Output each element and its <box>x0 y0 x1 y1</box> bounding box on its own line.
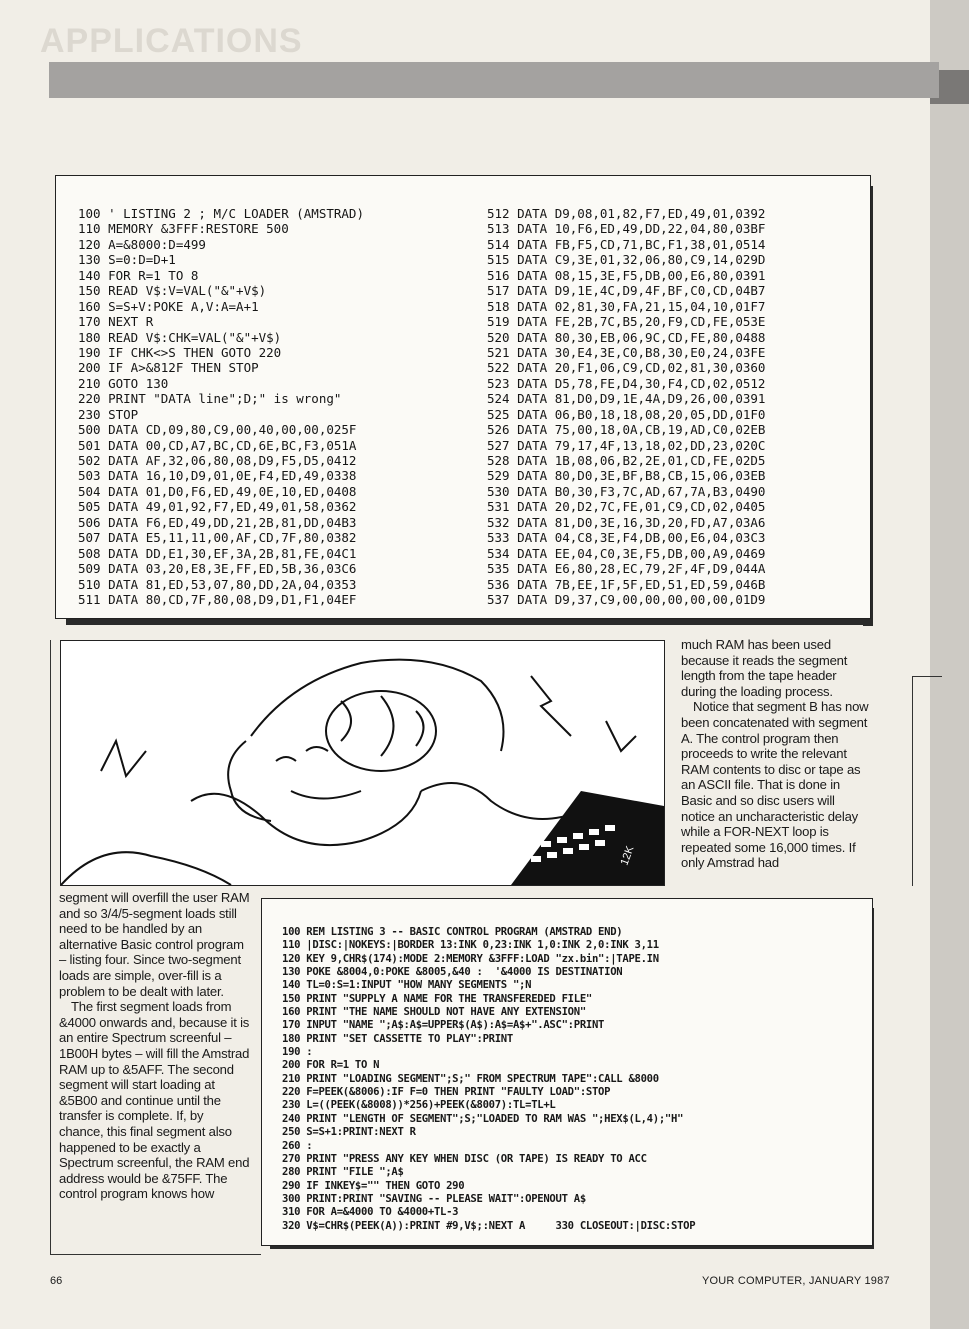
code-line: 537 DATA D9,37,C9,00,00,00,00,00,01D9 <box>487 591 766 607</box>
code-line: 513 DATA 10,F6,ED,49,DD,22,04,80,03BF <box>487 221 766 237</box>
code-line: 531 DATA 20,D2,7C,FE,01,C9,CD,02,0405 <box>487 499 766 515</box>
column-rule-vertical <box>912 676 913 886</box>
code-line: 526 DATA 75,00,18,0A,CB,19,AD,C0,02EB <box>487 422 766 438</box>
bottom-rule <box>50 1254 261 1255</box>
code-line: 503 DATA 16,10,D9,01,0E,F4,ED,49,0338 <box>78 468 357 484</box>
code-line: 517 DATA D9,1E,4C,D9,4F,BF,C0,CD,04B7 <box>487 283 766 299</box>
globe-lines <box>341 696 424 756</box>
code-line: 230 STOP <box>78 406 139 422</box>
listing3-code <box>282 926 695 1233</box>
keyboard-block <box>511 791 664 885</box>
code-line: 532 DATA 81,D0,3E,16,3D,20,FD,A7,03A6 <box>487 514 766 530</box>
code-line: 521 DATA 30,E4,3E,C0,B8,30,E0,24,03FE <box>487 344 766 360</box>
code-line: 506 DATA F6,ED,49,DD,21,2B,81,DD,04B3 <box>78 514 357 530</box>
code-line: 290 IF INKEY$="" THEN GOTO 290 <box>282 1179 465 1192</box>
left-paragraph: segment will overfill the user RAM and so 3/4/5-segment loads still need to be handled by an alternative Basic control program – listing four. Since two-segment loads are simple, over-fill is a problem to be dealt with later. <box>59 890 250 999</box>
code-line: 519 DATA FE,2B,7C,B5,20,F9,CD,FE,053E <box>487 314 766 330</box>
code-line: 140 TL=0:S=1:INPUT "HOW MANY SEGMENTS ";N <box>282 979 532 992</box>
code-line: 516 DATA 08,15,3E,F5,DB,00,E6,80,0391 <box>487 267 766 283</box>
code-line: 100 ' LISTING 2 ; M/C LOADER (AMSTRAD) <box>78 206 364 221</box>
figure-eyes <box>276 747 328 761</box>
code-line: 130 S=0:D=D+1 <box>78 252 176 268</box>
code-line: 533 DATA 04,C8,3E,F4,DB,00,E6,04,03C3 <box>487 530 766 546</box>
code-line: 210 GOTO 130 <box>78 375 169 391</box>
code-line: 180 READ V$:CHK=VAL("&"+V$) <box>78 329 282 345</box>
code-line: 210 PRINT "LOADING SEGMENT";S;" FROM SPECTRUM TAPE":CALL &8000 <box>282 1072 659 1085</box>
code-line: 180 PRINT "SET CASSETTE TO PLAY":PRINT <box>282 1032 513 1045</box>
code-line: 530 DATA B0,30,F3,7C,AD,67,7A,B3,0490 <box>487 483 766 499</box>
code-line: 170 INPUT "NAME ";A$:A$=UPPER$(A$):A$=A$+".ASC":PRINT <box>282 1019 605 1032</box>
code-line: 536 DATA 7B,EE,1F,5F,ED,51,ED,59,046B <box>487 576 766 592</box>
code-line: 310 FOR A=&4000 TO &4000+TL-3 <box>282 1206 459 1219</box>
right-paragraph: Notice that segment B has now been concatenated with segment A. The control program then proceeds to write the relevant RAM contents to disc or tape as an ASCII file. That is done in Basic and so disc users will notice an uncharacteristic delay while a FOR-NEXT loop is repeated some 16,000 times. If only Amstrad had <box>681 699 869 871</box>
right-paragraph: much RAM has been used because it reads the segment length from the tape header during the loading process. <box>681 637 848 699</box>
listing2-right-column <box>487 206 765 607</box>
code-line: 300 PRINT:PRINT "SAVING -- PLEASE WAIT":OPENOUT A$ <box>282 1192 586 1205</box>
code-line: 505 DATA 49,01,92,F7,ED,49,01,58,0362 <box>78 499 357 515</box>
footer-credit: YOUR COMPUTER, JANUARY 1987 <box>702 1275 890 1287</box>
code-line: 120 KEY 9,CHR$(174):MODE 2:MEMORY &3FFF:LOAD "zx.bin":|TAPE.IN <box>282 952 659 965</box>
code-line: 140 FOR R=1 TO 8 <box>78 267 199 283</box>
code-line: 120 A=&8000:D=499 <box>78 236 206 252</box>
spark-far-right <box>606 721 636 751</box>
code-line: 508 DATA DD,E1,30,EF,3A,2B,81,FE,04C1 <box>78 545 357 561</box>
code-line: 534 DATA EE,04,C0,3E,F5,DB,00,A9,0469 <box>487 545 766 561</box>
code-line: 250 S=S+1:PRINT:NEXT R <box>282 1126 416 1139</box>
code-line: 514 DATA FB,F5,CD,71,BC,F1,38,01,0514 <box>487 236 766 252</box>
code-line: 260 : <box>282 1139 313 1152</box>
code-line: 511 DATA 80,CD,7F,80,08,D9,D1,F1,04EF <box>78 591 357 607</box>
section-header: APPLICATIONS <box>40 22 303 60</box>
code-line: 501 DATA 00,CD,A7,BC,CD,6E,BC,F3,051A <box>78 437 357 453</box>
code-line: 509 DATA 03,20,E8,3E,FF,ED,5B,36,03C6 <box>78 561 357 577</box>
code-line: 518 DATA 02,81,30,FA,21,15,04,10,01F7 <box>487 298 766 314</box>
cartoon-illustration <box>60 640 665 886</box>
code-line: 160 S=S+V:POKE A,V:A=A+1 <box>78 298 259 314</box>
code-line: 520 DATA 80,30,EB,06,9C,CD,FE,80,0488 <box>487 329 766 345</box>
code-line: 280 PRINT "FILE ";A$ <box>282 1166 404 1179</box>
code-line: 522 DATA 20,F1,06,C9,CD,02,81,30,0360 <box>487 360 766 376</box>
page-number: 66 <box>50 1275 63 1287</box>
illustration-drawing <box>61 641 664 885</box>
code-line: 524 DATA 81,D0,D9,1E,4A,D9,26,00,0391 <box>487 391 766 407</box>
code-line: 515 DATA C9,3E,01,32,06,80,C9,14,029D <box>487 252 766 268</box>
code-line: 504 DATA 01,D0,F6,ED,49,0E,10,ED,0408 <box>78 483 357 499</box>
code-line: 535 DATA E6,80,28,EC,79,2F,4F,D9,044A <box>487 561 766 577</box>
code-line: 190 : <box>282 1046 313 1059</box>
code-line: 529 DATA 80,D0,3E,BF,B8,CB,15,06,03EB <box>487 468 766 484</box>
code-line: 507 DATA E5,11,11,00,AF,CD,7F,80,0382 <box>78 530 357 546</box>
code-line: 160 PRINT "THE NAME SHOULD NOT HAVE ANY EXTENSION" <box>282 1006 586 1019</box>
code-line: 525 DATA 06,B0,18,18,08,20,05,DD,01F0 <box>487 406 766 422</box>
code-line: 523 DATA D5,78,FE,D4,30,F4,CD,02,0512 <box>487 375 766 391</box>
code-line: 320 V$=CHR$(PEEK(A)):PRINT #9,V$;:NEXT A 330 CLOSEOUT:|DISC:STOP <box>282 1219 696 1232</box>
code-line: 150 READ V$:V=VAL("&"+V$) <box>78 283 267 299</box>
code-line: 502 DATA AF,32,06,80,08,D9,F5,D5,0412 <box>78 453 357 468</box>
figure-shoulder <box>61 852 231 885</box>
header-band <box>49 62 939 98</box>
code-line: 100 REM LISTING 3 -- BASIC CONTROL PROGRAM (AMSTRAD END) <box>282 926 623 938</box>
code-line: 510 DATA 81,ED,53,07,80,DD,2A,04,0353 <box>78 576 357 592</box>
code-line: 512 DATA D9,08,01,82,F7,ED,49,01,0392 <box>487 206 766 221</box>
code-line: 527 DATA 79,17,4F,13,18,02,DD,23,020C <box>487 437 766 453</box>
page-gutter <box>930 0 969 1329</box>
left-paragraph: The first segment loads from &4000 onwards and, because it is an entire Spectrum screenful – 1B00H bytes – will fill the Amstrad RAM up to &5AFF. The second segment will start loading at &5B00 and continue until the transfer is complete. If, by chance, this final segment also happened to be exactly a Spectrum screenful, the RAM end address would be &75FF. The control program knows how <box>59 999 250 1202</box>
figure-mouth <box>291 791 361 799</box>
cable-line <box>421 783 581 819</box>
figure-head-outline <box>251 660 504 751</box>
code-line: 150 PRINT "SUPPLY A NAME FOR THE TRANSFEREDED FILE" <box>282 992 592 1005</box>
code-line: 240 PRINT "LENGTH OF SEGMENT";S;"LOADED TO RAM WAS ";HEX$(L,4);"H" <box>282 1112 684 1125</box>
code-line: 528 DATA 1B,08,06,B2,2E,01,CD,FE,02D5 <box>487 453 766 468</box>
code-line: 200 IF A>&812F THEN STOP <box>78 360 259 376</box>
column-rule <box>912 676 942 677</box>
spark-right <box>531 676 571 736</box>
code-line: 220 F=PEEK(&8006):IF F=0 THEN PRINT "FAULTY LOAD":STOP <box>282 1086 611 1099</box>
code-line: 130 POKE &8004,0:POKE &8005,&40 : '&4000 IS DESTINATION <box>282 966 623 979</box>
code-line: 170 NEXT R <box>78 314 154 330</box>
code-line: 110 MEMORY &3FFF:RESTORE 500 <box>78 221 289 237</box>
left-rule <box>50 640 51 1255</box>
code-line: 230 L=((PEEK(&8008))*256)+PEEK(&8007):TL=TL+L <box>282 1099 556 1112</box>
keyboard-label: 12K <box>618 844 637 868</box>
code-line: 270 PRINT "PRESS ANY KEY WHEN DISC (OR TAPE) IS READY TO ACC <box>282 1152 647 1165</box>
spark-left <box>101 741 146 776</box>
figure-arm <box>191 791 421 845</box>
article-text-left <box>59 890 251 1202</box>
article-text-right <box>681 637 871 871</box>
code-line: 500 DATA CD,09,80,C9,00,40,00,00,025F <box>78 422 357 438</box>
figure-cheek <box>228 741 271 821</box>
code-line: 190 IF CHK<>S THEN GOTO 220 <box>78 344 282 360</box>
code-line: 110 |DISC:|NOKEYS:|BORDER 13:INK 0,23:INK 1,0:INK 2,0:INK 3,11 <box>282 939 659 952</box>
code-line: 200 FOR R=1 TO N <box>282 1059 380 1072</box>
listing2-left-column <box>78 206 364 607</box>
code-line: 220 PRINT "DATA line";D;" is wrong" <box>78 391 342 407</box>
